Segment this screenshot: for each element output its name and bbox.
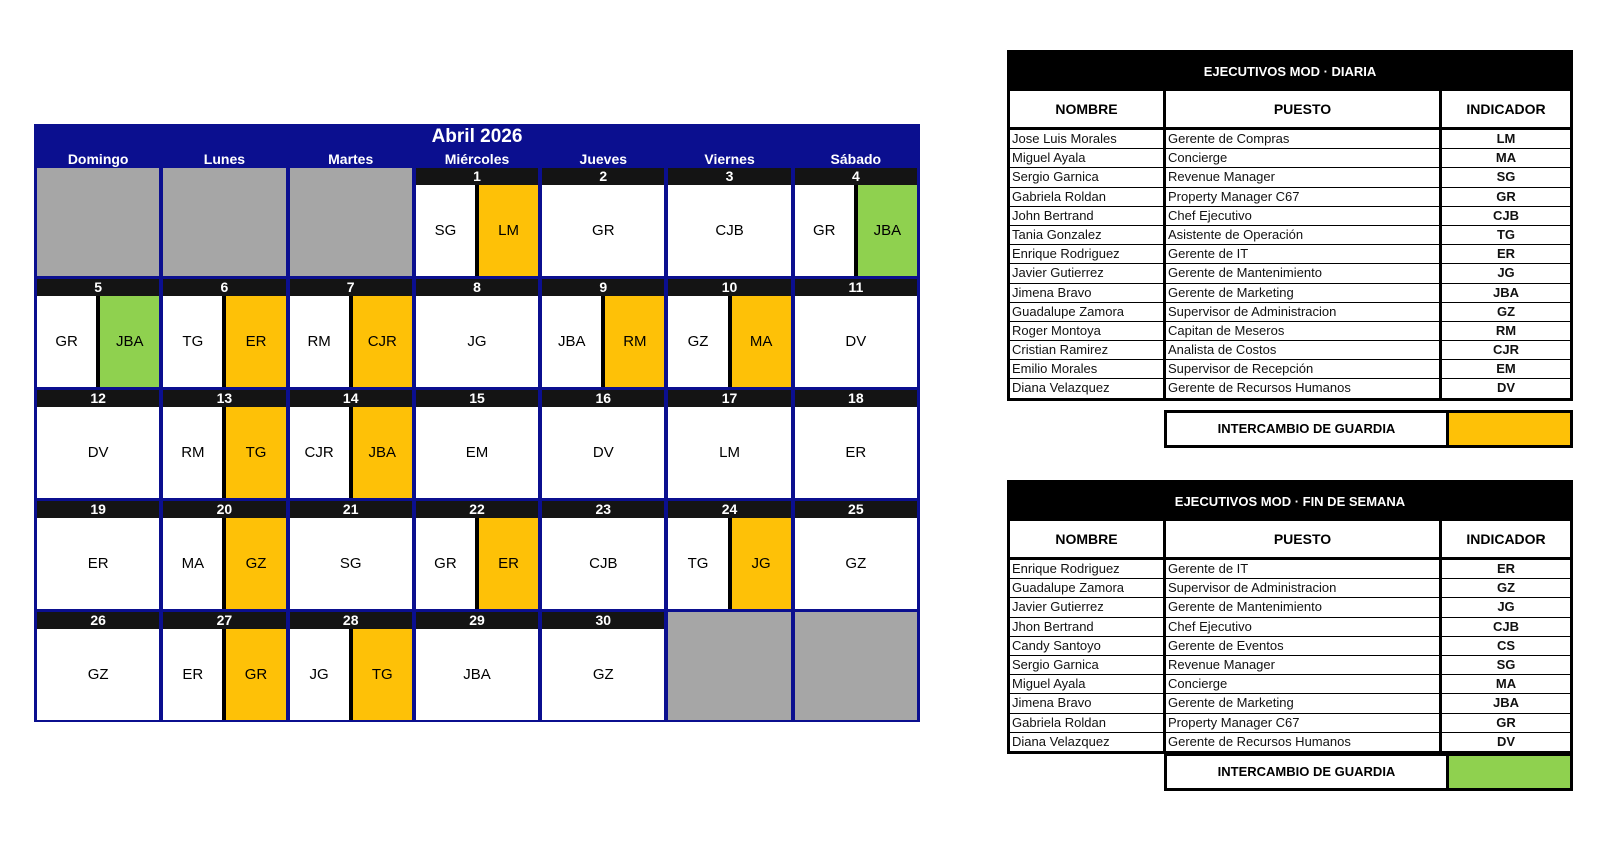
assigned-executive: SG	[290, 518, 412, 609]
indicador-cell: CJB	[1492, 618, 1519, 634]
weekend-executives-table	[1007, 480, 1573, 754]
day-number: 26	[37, 612, 159, 629]
day-number: 7	[290, 279, 412, 296]
puesto-cell: Supervisor de Administracion	[1166, 303, 1442, 321]
indicador-cell: LM	[1496, 131, 1516, 146]
day-cell	[163, 390, 285, 498]
day-cell	[542, 168, 664, 276]
day-assignments	[37, 407, 159, 498]
day-cell	[37, 501, 159, 609]
nombre-cell: Emilio Morales	[1010, 360, 1166, 378]
daily-swap-executive: CJR	[349, 296, 412, 387]
indicador-cell: ER	[1496, 246, 1516, 262]
day-cell	[668, 279, 790, 387]
day-cell	[668, 501, 790, 609]
table-row	[1010, 656, 1570, 675]
nombre-cell: Guadalupe Zamora	[1010, 579, 1166, 597]
daily-swap-executive: GZ	[222, 518, 285, 609]
indicador-cell: SG	[1496, 656, 1516, 672]
day-assignments	[542, 518, 664, 609]
weekday-label: Sábado	[830, 151, 882, 167]
day-cell	[795, 279, 917, 387]
day-cell	[416, 501, 538, 609]
day-number: 28	[290, 612, 412, 629]
column-header-nombre: NOMBRE	[1010, 521, 1166, 557]
day-assignments	[163, 629, 285, 720]
day-assignments	[290, 407, 412, 498]
day-assignments	[290, 629, 412, 720]
table-row	[1010, 733, 1570, 751]
indicador-cell: CJR	[1492, 342, 1519, 358]
indicador-cell: CS	[1496, 637, 1516, 653]
weekday-label: Miércoles	[444, 151, 510, 167]
puesto-cell: Supervisor de Administracion	[1166, 579, 1442, 597]
assigned-executive: CJB	[668, 185, 790, 276]
day-assignments	[37, 296, 159, 387]
day-number: 5	[37, 279, 159, 296]
nombre-cell: Gabriela Roldan	[1010, 188, 1166, 206]
day-assignments	[542, 407, 664, 498]
day-number: 24	[668, 501, 790, 518]
day-number: 11	[795, 279, 917, 296]
daily-swap-executive: ER	[222, 296, 285, 387]
indicador-cell: GZ	[1496, 303, 1516, 319]
day-number: 25	[795, 501, 917, 518]
day-number: 16	[542, 390, 664, 407]
nombre-cell: Jhon Bertrand	[1010, 618, 1166, 636]
indicador-cell: DV	[1496, 380, 1516, 396]
nombre-cell: Javier Gutierrez	[1010, 264, 1166, 282]
assigned-executive: GZ	[37, 629, 159, 720]
daily-swap-executive: JBA	[349, 407, 412, 498]
table-row	[1010, 579, 1570, 598]
assigned-executive: GZ	[542, 629, 664, 720]
day-cell	[163, 501, 285, 609]
assigned-executive: ER	[795, 407, 917, 498]
daily-executives-table	[1007, 50, 1573, 401]
nombre-cell: Miguel Ayala	[1010, 675, 1166, 693]
puesto-cell: Property Manager C67	[1166, 188, 1442, 206]
table-row	[1010, 560, 1570, 579]
day-assignments	[795, 296, 917, 387]
day-cell	[668, 168, 790, 276]
day-number: 12	[37, 390, 159, 407]
day-cell	[542, 501, 664, 609]
day-number: 30	[542, 612, 664, 629]
nombre-cell: Guadalupe Zamora	[1010, 303, 1166, 321]
day-number: 15	[416, 390, 538, 407]
puesto-cell: Property Manager C67	[1166, 714, 1442, 732]
daily-swap-executive: ER	[475, 518, 538, 609]
table-row	[1010, 322, 1570, 341]
day-number: 13	[163, 390, 285, 407]
day-cell	[795, 501, 917, 609]
indicador-cell: JBA	[1492, 284, 1519, 300]
daily-swap-executive: MA	[728, 296, 791, 387]
day-number: 3	[668, 168, 790, 185]
weekend-swap-executive: JBA	[854, 185, 917, 276]
table-header	[1010, 91, 1570, 130]
table-title: EJECUTIVOS MOD · DIARIA	[1010, 53, 1570, 91]
daily-swap-executive: RM	[601, 296, 664, 387]
day-number: 10	[668, 279, 790, 296]
nombre-cell: Javier Gutierrez	[1010, 598, 1166, 616]
day-cell	[542, 279, 664, 387]
empty-day-cell	[163, 168, 285, 276]
day-cell	[416, 612, 538, 720]
indicador-cell: GZ	[1496, 580, 1516, 596]
day-cell	[290, 390, 412, 498]
puesto-cell: Revenue Manager	[1166, 656, 1442, 674]
nombre-cell: Diana Velazquez	[1010, 733, 1166, 751]
weekday-label: Martes	[328, 151, 374, 167]
day-cell	[668, 390, 790, 498]
table-row	[1010, 149, 1570, 168]
table-row	[1010, 598, 1570, 617]
weekday-label: Viernes	[704, 151, 755, 167]
nombre-cell: Tania Gonzalez	[1010, 226, 1166, 244]
legend-swap-daily	[1164, 410, 1573, 448]
day-cell	[416, 168, 538, 276]
day-assignments	[668, 296, 790, 387]
indicador-cell: MA	[1495, 676, 1517, 692]
assigned-executive: DV	[542, 407, 664, 498]
day-cell	[416, 279, 538, 387]
day-assignments	[290, 296, 412, 387]
assigned-executive: TG	[668, 518, 727, 609]
day-cell	[37, 390, 159, 498]
indicador-cell: ER	[1496, 561, 1516, 576]
indicador-cell: JG	[1497, 599, 1515, 615]
legend-swatch-yellow	[1449, 413, 1570, 445]
day-cell	[795, 390, 917, 498]
nombre-cell: Roger Montoya	[1010, 322, 1166, 340]
puesto-cell: Revenue Manager	[1166, 168, 1442, 186]
day-assignments	[795, 518, 917, 609]
day-assignments	[163, 296, 285, 387]
table-row	[1010, 226, 1570, 245]
assigned-executive: ER	[37, 518, 159, 609]
nombre-cell: Miguel Ayala	[1010, 149, 1166, 167]
table-body	[1010, 130, 1570, 398]
legend-swap-weekend	[1164, 753, 1573, 791]
assigned-executive: DV	[37, 407, 159, 498]
nombre-cell: Enrique Rodriguez	[1010, 560, 1166, 578]
assigned-executive: GR	[542, 185, 664, 276]
indicador-cell: EM	[1496, 361, 1516, 377]
day-assignments	[416, 296, 538, 387]
puesto-cell: Supervisor de Recepción	[1166, 360, 1442, 378]
day-cell	[290, 279, 412, 387]
table-row	[1010, 245, 1570, 264]
assigned-executive: RM	[290, 296, 349, 387]
assigned-executive: JG	[416, 296, 538, 387]
table-row	[1010, 303, 1570, 322]
day-cell	[542, 612, 664, 720]
assigned-executive: RM	[163, 407, 222, 498]
daily-swap-executive: JG	[728, 518, 791, 609]
table-row	[1010, 675, 1570, 694]
table-row	[1010, 341, 1570, 360]
nombre-cell: John Bertrand	[1010, 207, 1166, 225]
table-row	[1010, 637, 1570, 656]
nombre-cell: Sergio Garnica	[1010, 656, 1166, 674]
table-body	[1010, 560, 1570, 751]
table-row	[1010, 188, 1570, 207]
assigned-executive: EM	[416, 407, 538, 498]
daily-swap-executive: TG	[349, 629, 412, 720]
day-cell	[542, 390, 664, 498]
day-number: 20	[163, 501, 285, 518]
day-assignments	[290, 518, 412, 609]
empty-day-cell	[290, 168, 412, 276]
day-number: 29	[416, 612, 538, 629]
puesto-cell: Gerente de Eventos	[1166, 637, 1442, 655]
table-row	[1010, 618, 1570, 637]
table-row	[1010, 207, 1570, 226]
nombre-cell: Jimena Bravo	[1010, 284, 1166, 302]
day-assignments	[795, 185, 917, 276]
legend-label: INTERCAMBIO DE GUARDIA	[1167, 413, 1449, 445]
column-header-indicador: INDICADOR	[1466, 531, 1546, 547]
day-assignments	[542, 296, 664, 387]
indicador-cell: GR	[1496, 188, 1516, 204]
weekday-label: Jueves	[579, 151, 628, 167]
day-cell	[163, 612, 285, 720]
assigned-executive: GZ	[795, 518, 917, 609]
indicador-cell: CJB	[1492, 207, 1519, 223]
column-header-nombre: NOMBRE	[1010, 91, 1166, 127]
day-number: 18	[795, 390, 917, 407]
day-cell	[290, 612, 412, 720]
puesto-cell: Gerente de Recursos Humanos	[1166, 733, 1442, 751]
indicador-cell: GR	[1496, 714, 1516, 730]
day-number: 8	[416, 279, 538, 296]
day-number: 17	[668, 390, 790, 407]
assigned-executive: CJR	[290, 407, 349, 498]
day-cell	[163, 279, 285, 387]
nombre-cell: Cristian Ramirez	[1010, 341, 1166, 359]
indicador-cell: RM	[1495, 322, 1517, 338]
nombre-cell: Candy Santoyo	[1010, 637, 1166, 655]
day-assignments	[416, 629, 538, 720]
empty-day-cell	[668, 612, 790, 720]
puesto-cell: Analista de Costos	[1166, 341, 1442, 359]
empty-day-cell	[795, 612, 917, 720]
puesto-cell: Gerente de IT	[1166, 245, 1442, 263]
table-row	[1010, 360, 1570, 379]
assigned-executive: MA	[163, 518, 222, 609]
assigned-executive: JG	[290, 629, 349, 720]
puesto-cell: Gerente de Compras	[1166, 130, 1442, 148]
table-row	[1010, 168, 1570, 187]
legend-label: INTERCAMBIO DE GUARDIA	[1167, 756, 1449, 788]
legend-swatch-green	[1449, 756, 1570, 788]
table-header	[1010, 521, 1570, 560]
nombre-cell: Sergio Garnica	[1010, 168, 1166, 186]
daily-swap-executive: GR	[222, 629, 285, 720]
day-assignments	[37, 518, 159, 609]
day-assignments	[668, 518, 790, 609]
day-assignments	[416, 185, 538, 276]
day-number: 6	[163, 279, 285, 296]
day-cell	[37, 279, 159, 387]
puesto-cell: Concierge	[1166, 675, 1442, 693]
assigned-executive: JBA	[416, 629, 538, 720]
day-assignments	[163, 407, 285, 498]
day-assignments	[542, 629, 664, 720]
puesto-cell: Capitan de Meseros	[1166, 322, 1442, 340]
puesto-cell: Concierge	[1166, 149, 1442, 167]
puesto-cell: Gerente de Mantenimiento	[1166, 264, 1442, 282]
assigned-executive: TG	[163, 296, 222, 387]
table-row	[1010, 130, 1570, 149]
indicador-cell: JBA	[1492, 695, 1519, 711]
calendar	[34, 124, 920, 722]
assigned-executive: GR	[37, 296, 96, 387]
indicador-cell: JG	[1497, 265, 1515, 281]
calendar-grid	[37, 168, 917, 720]
weekday-header	[37, 150, 917, 168]
puesto-cell: Gerente de Marketing	[1166, 284, 1442, 302]
puesto-cell: Asistente de Operación	[1166, 226, 1442, 244]
weekend-swap-executive: JBA	[96, 296, 159, 387]
weekday-label: Lunes	[203, 151, 246, 167]
day-number: 1	[416, 168, 538, 185]
assigned-executive: CJB	[542, 518, 664, 609]
empty-day-cell	[37, 168, 159, 276]
calendar-title: Abril 2026	[431, 126, 523, 147]
table-row	[1010, 714, 1570, 733]
day-assignments	[668, 407, 790, 498]
day-cell	[795, 168, 917, 276]
column-header-indicador: INDICADOR	[1466, 101, 1546, 117]
nombre-cell: Jimena Bravo	[1010, 694, 1166, 712]
puesto-cell: Gerente de Mantenimiento	[1166, 598, 1442, 616]
puesto-cell: Chef Ejecutivo	[1166, 207, 1442, 225]
day-number: 14	[290, 390, 412, 407]
day-cell	[416, 390, 538, 498]
column-header-puesto: PUESTO	[1166, 521, 1442, 557]
indicador-cell: DV	[1496, 733, 1516, 749]
nombre-cell: Enrique Rodriguez	[1010, 245, 1166, 263]
indicador-cell: SG	[1496, 169, 1516, 185]
day-number: 23	[542, 501, 664, 518]
assigned-executive: JBA	[542, 296, 601, 387]
table-row	[1010, 264, 1570, 283]
day-number: 27	[163, 612, 285, 629]
day-number: 22	[416, 501, 538, 518]
nombre-cell: Diana Velazquez	[1010, 379, 1166, 397]
assigned-executive: GR	[416, 518, 475, 609]
puesto-cell: Gerente de Marketing	[1166, 694, 1442, 712]
day-number: 9	[542, 279, 664, 296]
indicador-cell: TG	[1496, 226, 1516, 242]
daily-swap-executive: TG	[222, 407, 285, 498]
puesto-cell: Gerente de IT	[1166, 560, 1442, 578]
day-number: 2	[542, 168, 664, 185]
column-header-puesto: PUESTO	[1166, 91, 1442, 127]
assigned-executive: DV	[795, 296, 917, 387]
day-assignments	[416, 407, 538, 498]
day-assignments	[795, 407, 917, 498]
assigned-executive: GR	[795, 185, 854, 276]
day-assignments	[542, 185, 664, 276]
indicador-cell: MA	[1495, 150, 1517, 166]
table-row	[1010, 379, 1570, 397]
day-assignments	[37, 629, 159, 720]
day-number: 19	[37, 501, 159, 518]
assigned-executive: SG	[416, 185, 475, 276]
day-number: 21	[290, 501, 412, 518]
day-cell	[37, 612, 159, 720]
daily-swap-executive: LM	[475, 185, 538, 276]
table-row	[1010, 284, 1570, 303]
assigned-executive: GZ	[668, 296, 727, 387]
assigned-executive: ER	[163, 629, 222, 720]
table-title: EJECUTIVOS MOD · FIN DE SEMANA	[1010, 483, 1570, 521]
day-cell	[290, 501, 412, 609]
nombre-cell: Gabriela Roldan	[1010, 714, 1166, 732]
day-assignments	[163, 518, 285, 609]
nombre-cell: Jose Luis Morales	[1010, 130, 1166, 148]
puesto-cell: Gerente de Recursos Humanos	[1166, 379, 1442, 397]
day-assignments	[668, 185, 790, 276]
day-assignments	[416, 518, 538, 609]
assigned-executive: LM	[668, 407, 790, 498]
weekday-label: Domingo	[67, 151, 129, 167]
puesto-cell: Chef Ejecutivo	[1166, 618, 1442, 636]
day-number: 4	[795, 168, 917, 185]
table-row	[1010, 694, 1570, 713]
